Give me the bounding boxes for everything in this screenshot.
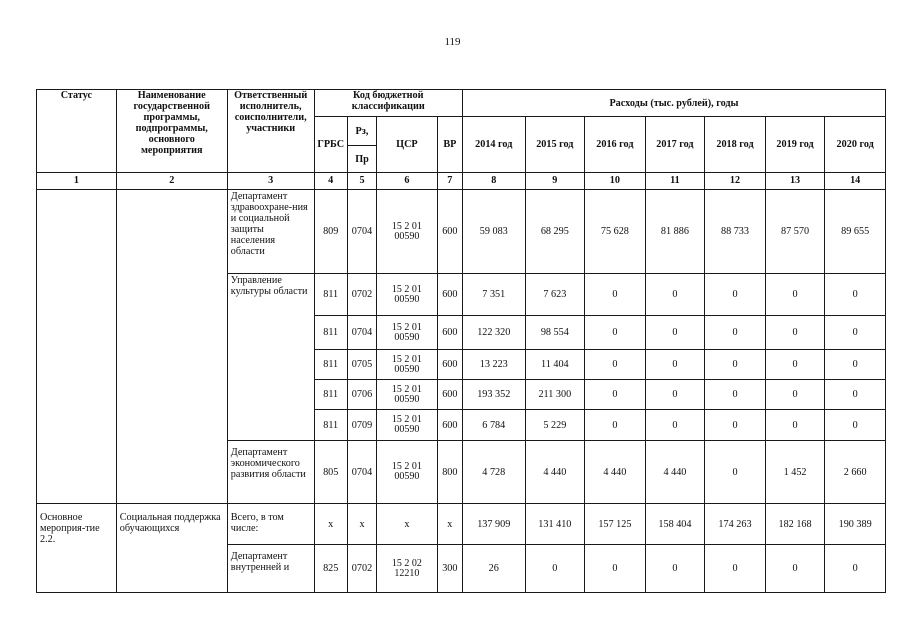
- value-2019: 0: [765, 380, 825, 410]
- value-2015: 68 295: [525, 190, 585, 274]
- column-number: 9: [525, 173, 585, 190]
- column-number: 3: [227, 173, 314, 190]
- column-number: 13: [765, 173, 825, 190]
- value-2015: 7 623: [525, 274, 585, 316]
- value-2018: 0: [705, 410, 766, 441]
- rzpr-cell: 0704: [347, 316, 376, 350]
- value-2019: 0: [765, 545, 825, 593]
- value-2016: 75 628: [585, 190, 646, 274]
- value-2018: 0: [705, 441, 766, 504]
- column-number: 8: [462, 173, 525, 190]
- vr-cell: 600: [437, 316, 462, 350]
- value-2014: 137 909: [462, 504, 525, 545]
- value-2016: 0: [585, 545, 646, 593]
- vr-cell: 600: [437, 380, 462, 410]
- value-2019: 0: [765, 274, 825, 316]
- header-year: 2015 год: [525, 117, 585, 173]
- value-2014: 193 352: [462, 380, 525, 410]
- column-number: 10: [585, 173, 646, 190]
- value-2020: 0: [825, 316, 886, 350]
- column-number: 6: [377, 173, 438, 190]
- value-2017: 0: [645, 545, 705, 593]
- value-2017: 0: [645, 380, 705, 410]
- value-2018: 0: [705, 316, 766, 350]
- value-2015: 131 410: [525, 504, 585, 545]
- value-2015: 211 300: [525, 380, 585, 410]
- value-2017: 0: [645, 274, 705, 316]
- grbs-cell: 809: [314, 190, 347, 274]
- value-2020: 190 389: [825, 504, 886, 545]
- value-2014: 26: [462, 545, 525, 593]
- value-2014: 6 784: [462, 410, 525, 441]
- value-2014: 122 320: [462, 316, 525, 350]
- value-2020: 0: [825, 410, 886, 441]
- name-cell: Социальная поддержка обучающихся: [116, 504, 227, 593]
- value-2019: 0: [765, 316, 825, 350]
- header-year: 2017 год: [645, 117, 705, 173]
- column-number: 14: [825, 173, 886, 190]
- grbs-cell: 811: [314, 350, 347, 380]
- value-2018: 174 263: [705, 504, 766, 545]
- column-numbers-row: [37, 173, 886, 190]
- value-2020: 0: [825, 545, 886, 593]
- grbs-cell: 811: [314, 410, 347, 441]
- value-2017: 4 440: [645, 441, 705, 504]
- rzpr-cell: 0704: [347, 190, 376, 274]
- value-2019: 182 168: [765, 504, 825, 545]
- value-2020: 2 660: [825, 441, 886, 504]
- value-2019: 1 452: [765, 441, 825, 504]
- rzpr-cell: 0704: [347, 441, 376, 504]
- table-row: [37, 190, 886, 274]
- rzpr-cell: 0702: [347, 274, 376, 316]
- header-name: Наименование государственной программы, подпрограммы, основного мероприятия: [116, 90, 227, 173]
- csr-cell: 15 2 01 00590: [377, 190, 438, 274]
- grbs-cell: 825: [314, 545, 347, 593]
- executor-cell: Департамент внутренней и: [227, 545, 314, 593]
- value-2018: 0: [705, 350, 766, 380]
- page-number: 119: [444, 36, 461, 48]
- value-2016: 0: [585, 410, 646, 441]
- value-2019: 0: [765, 410, 825, 441]
- csr-cell: 15 2 01 00590: [377, 441, 438, 504]
- value-2017: 158 404: [645, 504, 705, 545]
- value-2016: 0: [585, 380, 646, 410]
- executor-cell: Департамент здравоохране-ния и социальной защиты населения области: [227, 190, 314, 274]
- rzpr-cell: 0705: [347, 350, 376, 380]
- value-2017: 81 886: [645, 190, 705, 274]
- value-2014: 59 083: [462, 190, 525, 274]
- value-2016: 0: [585, 350, 646, 380]
- executor-cell: Управление культуры области: [227, 274, 314, 441]
- rzpr-cell: 0702: [347, 545, 376, 593]
- vr-cell: 600: [437, 350, 462, 380]
- header-year: 2020 год: [825, 117, 886, 173]
- value-2020: 0: [825, 274, 886, 316]
- value-2014: 4 728: [462, 441, 525, 504]
- csr-cell: 15 2 01 00590: [377, 410, 438, 441]
- header-rz: Рз,: [347, 117, 376, 146]
- value-2018: 0: [705, 274, 766, 316]
- value-2018: 88 733: [705, 190, 766, 274]
- column-number: 12: [705, 173, 766, 190]
- header-year: 2016 год: [585, 117, 646, 173]
- column-number: 4: [314, 173, 347, 190]
- column-number: 7: [437, 173, 462, 190]
- name-cell: [116, 190, 227, 504]
- value-2020: 0: [825, 380, 886, 410]
- grbs-cell: х: [314, 504, 347, 545]
- header-vr: ВР: [437, 117, 462, 173]
- rzpr-cell: 0709: [347, 410, 376, 441]
- executor-cell: Всего, в том числе:: [227, 504, 314, 545]
- vr-cell: 600: [437, 410, 462, 441]
- csr-cell: 15 2 01 00590: [377, 316, 438, 350]
- rzpr-cell: 0706: [347, 380, 376, 410]
- column-number: 5: [347, 173, 376, 190]
- vr-cell: х: [437, 504, 462, 545]
- grbs-cell: 811: [314, 316, 347, 350]
- header-year: 2019 год: [765, 117, 825, 173]
- status-cell: Основное мероприя-тие 2.2.: [37, 504, 117, 593]
- value-2016: 157 125: [585, 504, 646, 545]
- value-2016: 4 440: [585, 441, 646, 504]
- grbs-cell: 805: [314, 441, 347, 504]
- budget-table: [36, 89, 886, 593]
- csr-cell: 15 2 02 12210: [377, 545, 438, 593]
- value-2017: 0: [645, 316, 705, 350]
- header-pr: Пр: [347, 146, 376, 173]
- header-year: 2014 год: [462, 117, 525, 173]
- column-number: 11: [645, 173, 705, 190]
- value-2015: 98 554: [525, 316, 585, 350]
- value-2017: 0: [645, 410, 705, 441]
- value-2018: 0: [705, 380, 766, 410]
- grbs-cell: 811: [314, 380, 347, 410]
- vr-cell: 600: [437, 274, 462, 316]
- value-2015: 5 229: [525, 410, 585, 441]
- table-body: [37, 190, 886, 593]
- csr-cell: 15 2 01 00590: [377, 350, 438, 380]
- value-2014: 13 223: [462, 350, 525, 380]
- header-expenses: Расходы (тыс. рублей), годы: [462, 90, 885, 117]
- header-csr: ЦСР: [377, 117, 438, 173]
- header-year: 2018 год: [705, 117, 766, 173]
- table-header: [37, 90, 886, 190]
- executor-cell: Департамент экономического развития области: [227, 441, 314, 504]
- table-row: [37, 504, 886, 545]
- column-number: 1: [37, 173, 117, 190]
- grbs-cell: 811: [314, 274, 347, 316]
- vr-cell: 800: [437, 441, 462, 504]
- csr-cell: х: [377, 504, 438, 545]
- value-2015: 0: [525, 545, 585, 593]
- header-status: Статус: [37, 90, 117, 173]
- value-2020: 89 655: [825, 190, 886, 274]
- csr-cell: 15 2 01 00590: [377, 380, 438, 410]
- value-2014: 7 351: [462, 274, 525, 316]
- csr-cell: 15 2 01 00590: [377, 274, 438, 316]
- header-budget-code: Код бюджетной классификации: [314, 90, 462, 117]
- value-2019: 0: [765, 350, 825, 380]
- value-2018: 0: [705, 545, 766, 593]
- header-grbs: ГРБС: [314, 117, 347, 173]
- value-2017: 0: [645, 350, 705, 380]
- value-2016: 0: [585, 274, 646, 316]
- value-2020: 0: [825, 350, 886, 380]
- value-2019: 87 570: [765, 190, 825, 274]
- column-number: 2: [116, 173, 227, 190]
- rzpr-cell: х: [347, 504, 376, 545]
- value-2015: 4 440: [525, 441, 585, 504]
- status-cell: [37, 190, 117, 504]
- vr-cell: 600: [437, 190, 462, 274]
- value-2016: 0: [585, 316, 646, 350]
- header-responsible: Ответственный исполнитель, соисполнители, участники: [227, 90, 314, 173]
- value-2015: 11 404: [525, 350, 585, 380]
- vr-cell: 300: [437, 545, 462, 593]
